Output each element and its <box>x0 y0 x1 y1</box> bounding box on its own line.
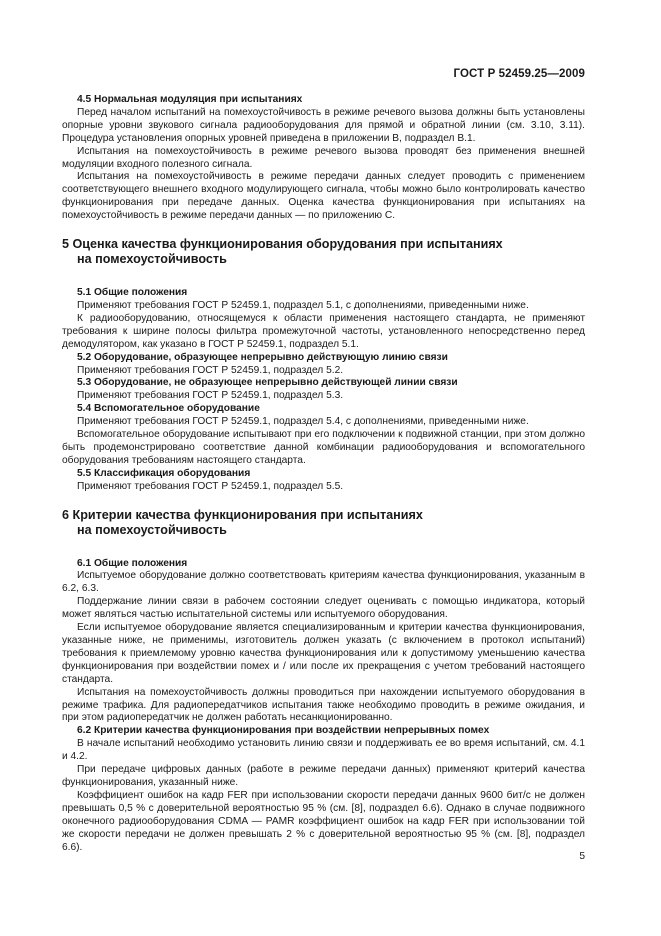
paragraph: К радиооборудованию, относящемуся к области применения настоящего стандарта, не применяют требования к ширине полосы фильтра промежуточной частоты, установленного непосредственно перед демодулятором, как указано в ГОСТ Р 52459.1, подраздел 5.1. <box>62 312 585 350</box>
section-5-title-line1: 5 Оценка качества функционирования оборудования при испытаниях <box>62 237 503 252</box>
section-6-title-line1: 6 Критерии качества функционирования при испытаниях <box>62 507 423 522</box>
section-5-title <box>62 237 585 267</box>
paragraph: Вспомогательное оборудование испытывают при его подключении к подвижной станции, при этом должно быть продемонстрировано соответствие данной комбинации радиооборудования и вспомогательного оборудования требованиям настоящего стандарта. <box>62 429 585 466</box>
paragraph: В начале испытаний необходимо установить линию связи и поддерживать ее во время испытаний, см. 4.1 и 4.2. <box>62 738 585 763</box>
paragraph: Применяют требования ГОСТ Р 52459.1, подраздел 5.1, с дополнениями, приведенными ниже. <box>77 299 529 311</box>
paragraph: При передаче цифровых данных (работе в режиме передачи данных) применяют критерий качества функционирования, указанный ниже. <box>62 764 585 788</box>
paragraph: Испытания на помехоустойчивость в режиме речевого вызова проводят без применения внешней модуляции входного полезного сигнала. <box>62 145 585 170</box>
subsection-5-1-heading: 5.1 Общие положения <box>77 287 188 299</box>
subsection-5-2-heading: 5.2 Оборудование, образующее непрерывно действующую линию связи <box>77 351 448 363</box>
paragraph: Испытания на помехоустойчивость в режиме передачи данных следует проводить с применением соответствующего внешнего входного модулирующего сигнала, чтобы можно было контролировать качество функционирования при передаче данных. Оценка качества функционирования при испытаниях на помехоустойчивость в режиме передачи данных — по приложению С. <box>62 171 585 222</box>
subsection-5-5-heading: 5.5 Классификация оборудования <box>77 467 251 479</box>
subsection-5-4-heading: 5.4 Вспомогательное оборудование <box>77 403 260 415</box>
paragraph: Применяют требования ГОСТ Р 52459.1, подраздел 5.2. <box>77 364 344 376</box>
section-6-title <box>62 508 585 538</box>
paragraph: Испытания на помехоустойчивость должны проводиться при нахождении испытуемого оборудования в режиме трафика. Для радиопередатчиков испытания также необходимо проводить в режиме ожидания, и при этом радиопередатчик не должен работать несанкционированно. <box>62 686 585 724</box>
paragraph: Применяют требования ГОСТ Р 52459.1, подраздел 5.5. <box>77 480 344 492</box>
section-5-title-line2: на помехоустойчивость <box>77 252 227 267</box>
document-body <box>62 94 585 854</box>
subsection-5-3-heading: 5.3 Оборудование, не образующее непрерывно действующей линии связи <box>77 377 458 389</box>
paragraph: Применяют требования ГОСТ Р 52459.1, подраздел 5.4, с дополнениями, приведенными ниже. <box>77 416 529 428</box>
paragraph: Перед началом испытаний на помехоустойчивость в режиме речевого вызова должны быть установлены опорные уровни звукового сигнала радиооборудования для прямой и обратной линии (см. 3.10, 3.11). Процедура установления опорных уровней приведена в приложении В, подраздел В.1. <box>62 106 585 144</box>
subsection-6-2-heading: 6.2 Критерии качества функционирования при воздействии непрерывных помех <box>77 725 490 737</box>
paragraph: Испытуемое оборудование должно соответствовать критериям качества функционирования, указанным в 6.2, 6.3. <box>62 570 585 595</box>
paragraph: Поддержание линии связи в рабочем состоянии следует оценивать с помощью индикатора, который может являться частью испытательной системы или испытуемого оборудования. <box>62 596 585 621</box>
subsection-4-5-heading: 4.5 Нормальная модуляция при испытаниях <box>77 94 303 105</box>
page-number: 5 <box>579 851 585 862</box>
subsection-6-1-heading: 6.1 Общие положения <box>77 557 188 569</box>
section-6-title-line2: на помехоустойчивость <box>77 522 227 537</box>
paragraph: Если испытуемое оборудование является специализированным и критерии качества функционирования, указанные ниже, не применимы, изготовитель должен указать (с включением в протокол испытаний) требования к приемлемому уровню качества функционирования или к допустимому уменьшению качества функционирования при воздействии помех и / или после их прекращения с учетом требований настоящего стандарта. <box>62 622 585 685</box>
standard-header: ГОСТ Р 52459.25—2009 <box>453 68 585 80</box>
paragraph: Коэффициент ошибок на кадр FER при использовании скорости передачи данных 9600 бит/с не должен превышать 0,5 % с доверительной вероятностью 95 % (см. [8], подраздел 6.6). Однако в случае подвижного оконечного радиооборудования CDMA — PAMR коэффициент ошибок на кадр FER при использовании той же скорости передачи не должен превышать 2 % с доверительной вероятностью 95 % (см. [8], подраздел 6.6). <box>62 789 585 853</box>
paragraph: Применяют требования ГОСТ Р 52459.1, подраздел 5.3. <box>77 390 344 402</box>
